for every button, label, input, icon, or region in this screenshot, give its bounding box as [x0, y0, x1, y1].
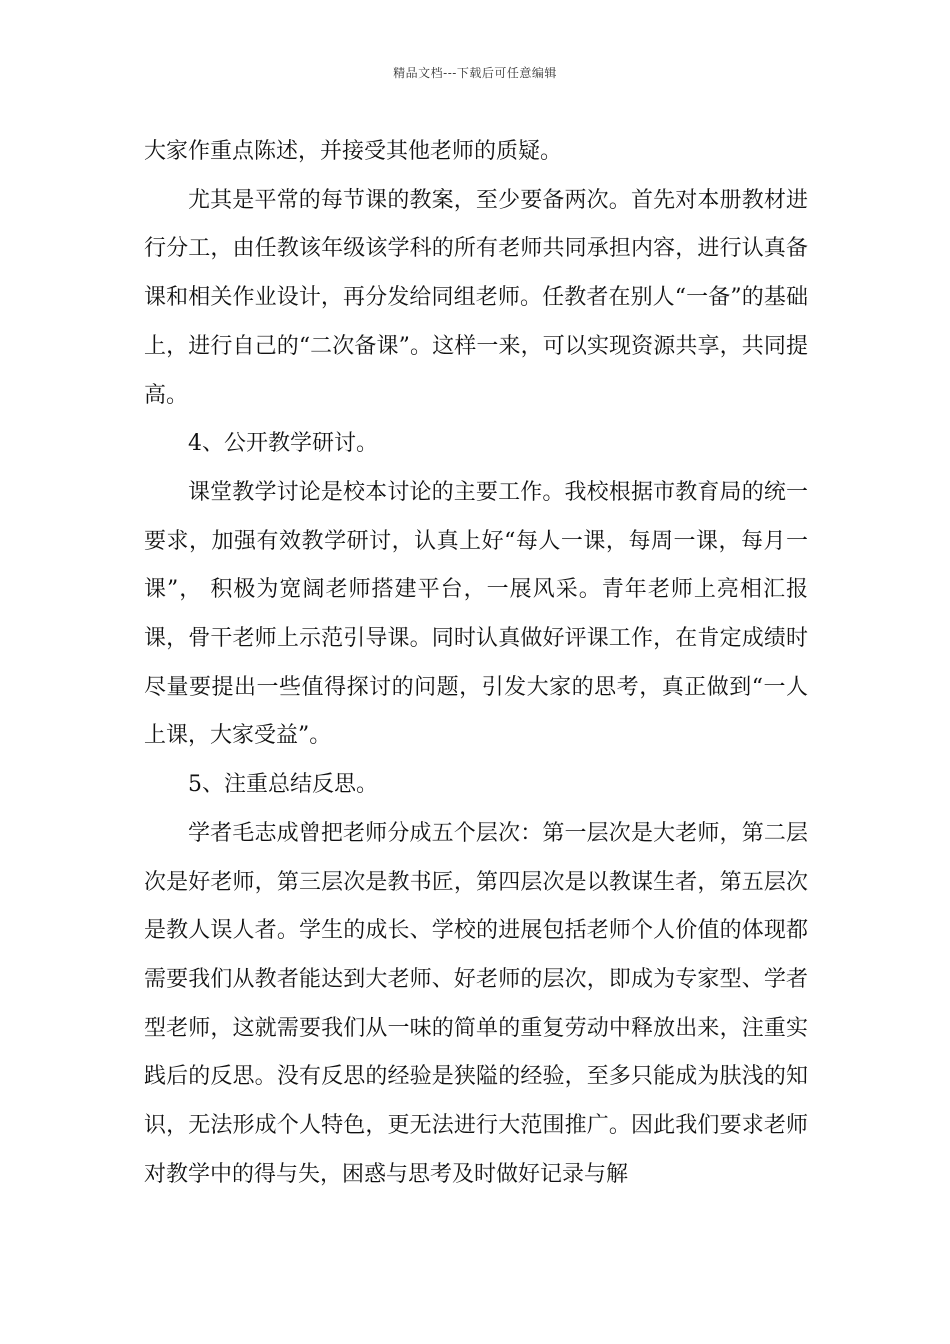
- section-heading-open-teaching: 4、公开教学研讨。: [188, 431, 378, 457]
- section-heading-reflection: 5、注重总结反思。: [188, 772, 378, 798]
- paragraph-continuation: 大家作重点陈述，并接受其他老师的质疑。: [144, 139, 563, 164]
- paragraph-lesson-plans: 尤其是平常的每节课的教案，至少要备两次。首先对本册教材进行分工，由任教该年级该学科的所有老师共同承担内容，进行认真备课和相关作业设计，再分发给同组老师。任教者在别人“一备”的基础上，进行自己的“二次备课”。这样一来，可以实现资源共享，共同提高。: [144, 187, 808, 408]
- document-body: [144, 128, 808, 1199]
- paragraph-teacher-levels: 学者毛志成曾把老师分成五个层次：第一层次是大老师，第二层次是好老师，第三层次是教书匠，第四层次是以教谋生者，第五层次是教人误人者。学生的成长、学校的进展包括老师个人价值的体现都需要我们从教者能达到大老师、好老师的层次，即成为专家型、学者型老师，这就需要我们从一味的简单的重复劳动中释放出来，注重实践后的反思。没有反思的经验是狭隘的经验，至多只能成为肤浅的知识，无法形成个人特色，更无法进行大范围推广。因此我们要求老师对教学中的得与失，困惑与思考及时做好记录与解: [144, 820, 808, 1187]
- paragraph-classroom-research: 课堂教学讨论是校本讨论的主要工作。我校根据市教育局的统一要求，加强有效教学研讨，认真上好“每人一课，每周一课，每月一课”， 积极为宽阔老师搭建平台，一展风采。青年老师上亮相汇报课，骨干老师上示范引导课。同时认真做好评课工作，在肯定成绩时尽量要提出一些值得探讨的问题，引发大家的思考，真正做到“一人上课，大家受益”。: [144, 479, 808, 749]
- page-header: 精品文档---下载后可任意编辑: [393, 66, 557, 80]
